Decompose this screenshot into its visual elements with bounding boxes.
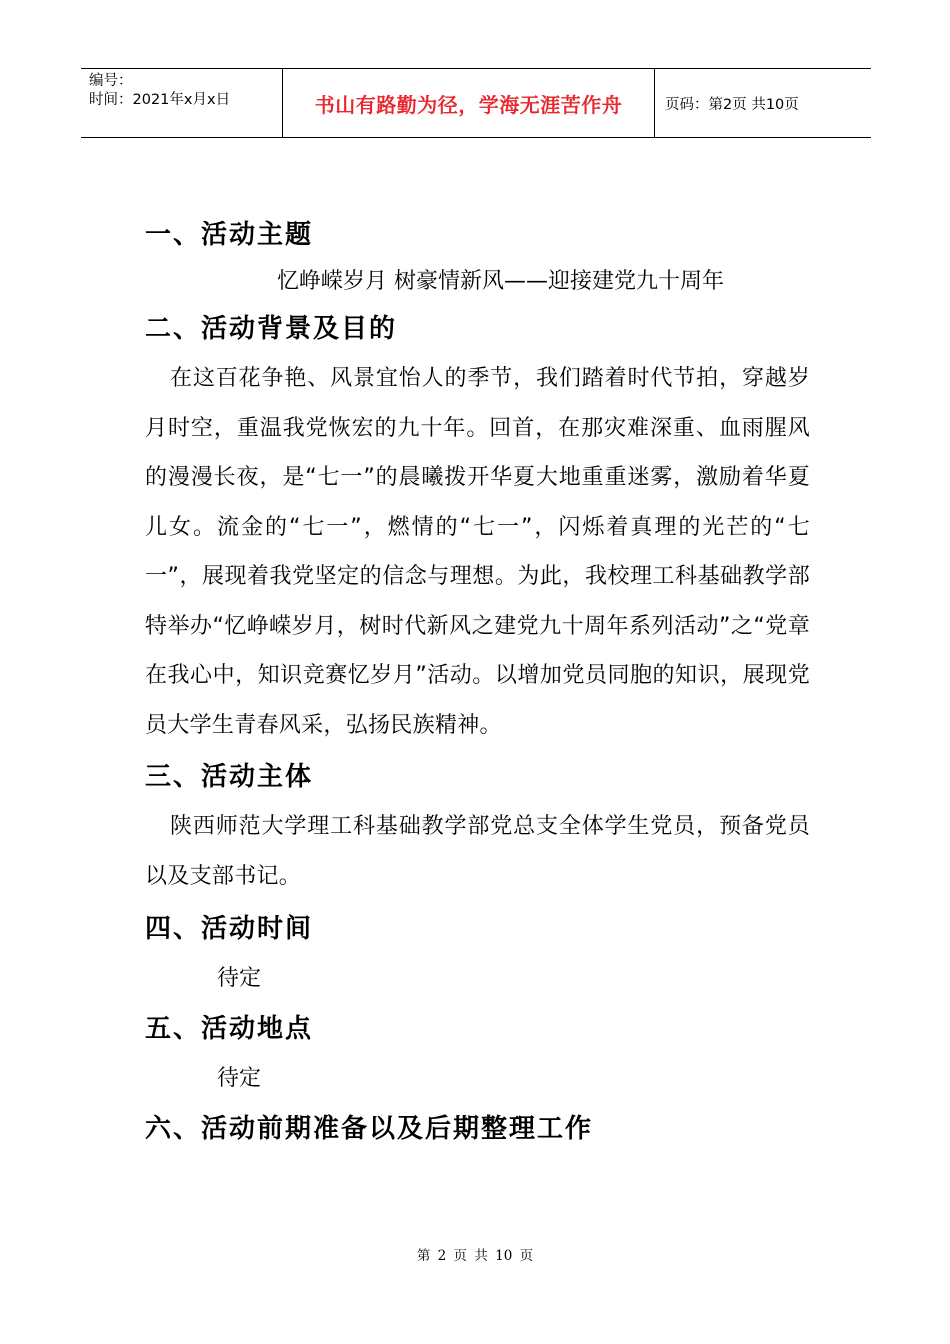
time-value: 待定 — [217, 966, 262, 991]
section-heading-theme: 一、活动主题 — [145, 220, 314, 250]
header-motto: 书山有路勤为径，学海无涯苦作舟 — [282, 69, 655, 137]
document-body — [145, 210, 810, 1154]
section-heading-location: 五、活动地点 — [145, 1014, 314, 1044]
section-heading-preparation: 六、活动前期准备以及后期整理工作 — [145, 1114, 594, 1144]
theme-text: 忆峥嵘岁月 树豪情新风——迎接建党九十周年 — [277, 269, 724, 294]
header-number-label: 编号： — [89, 73, 133, 89]
page-footer: 第 2 页 共 10 页 — [416, 1248, 534, 1264]
background-paragraph: 在这百花争艳、风景宜怡人的季节，我们踏着时代节拍，穿越岁月时空，重温我党恢宏的九十年。回首，在那灾难深重、血雨腥风的漫漫长夜，是“七一”的晨曦拨开华夏大地重重迷雾，激励着华夏儿女。流金的“七一”，燃情的“七一”，闪烁着真理的光芒的“七一”，展现着我党坚定的信念与理想。为此，我校理工科基础教学部特举办“忆峥嵘岁月，树时代新风之建党九十周年系列活动”之“党章在我心中，知识竞赛忆岁月”活动。以增加党员同胞的知识，展现党员大学生青春风采，弘扬民族精神。 — [145, 366, 810, 738]
section-heading-time: 四、活动时间 — [145, 914, 314, 944]
page-header — [81, 68, 871, 138]
participants-paragraph: 陕西师范大学理工科基础教学部党总支全体学生党员，预备党员以及支部书记。 — [145, 814, 810, 889]
header-page-code: 页码：第2页 共10页 — [665, 96, 799, 113]
section-heading-participants: 三、活动主体 — [145, 762, 314, 792]
location-value: 待定 — [217, 1066, 262, 1091]
header-time-label: 时间：2021年x月x日 — [89, 92, 231, 108]
header-meta — [81, 69, 282, 137]
section-heading-background: 二、活动背景及目的 — [145, 314, 398, 344]
